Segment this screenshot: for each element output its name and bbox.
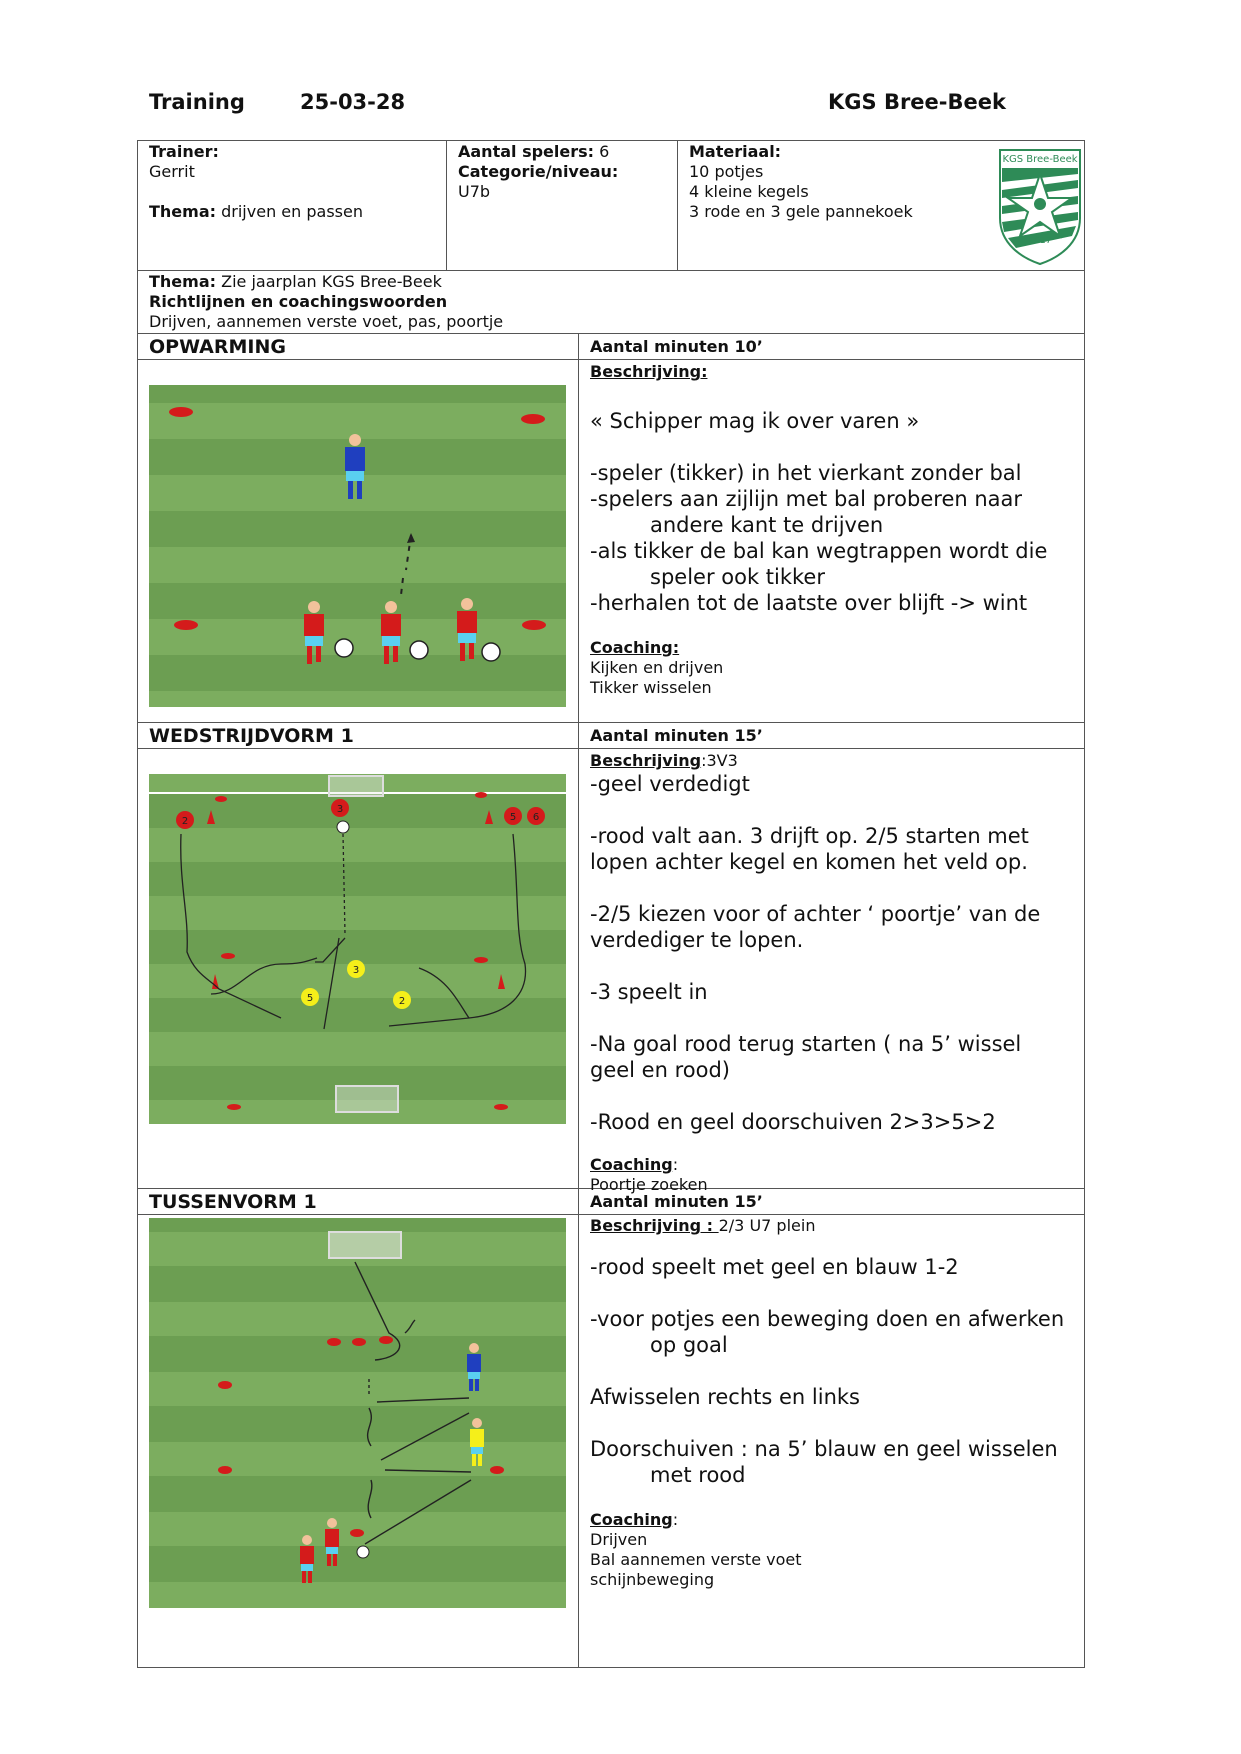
doc-title: Training — [149, 90, 245, 114]
coaching-label: Coaching — [590, 1510, 673, 1529]
coaching-item: Poortje zoeken — [590, 1175, 708, 1194]
categorie-label: Categorie/niveau: — [458, 162, 619, 181]
coaching-item: schijnbeweging — [590, 1570, 715, 1589]
desc-line: -Rood en geel doorschuiven 2>3>5>2 — [590, 1110, 996, 1134]
desc-suffix: :3V3 — [701, 751, 738, 770]
desc-label: Beschrijving: — [590, 362, 708, 381]
desc-line: geel en rood) — [590, 1058, 730, 1082]
trainer-label: Trainer: — [149, 142, 219, 161]
goal-icon — [329, 1232, 401, 1258]
svg-text:2: 2 — [181, 816, 189, 827]
spelers-label: Aantal spelers: — [458, 142, 595, 161]
guidelines-label: Richtlijnen en coachingswoorden — [149, 292, 448, 311]
opwarming-description — [590, 362, 1070, 698]
guidelines-value: Drijven, aannemen verste voet, pas, poortje — [149, 312, 504, 331]
desc-line: -als tikker de bal kan wegtrappen wordt die — [590, 539, 1048, 563]
coaching-label: Coaching — [590, 1155, 673, 1174]
desc-line: op goal — [650, 1333, 728, 1357]
svg-text:3: 3 — [352, 965, 360, 976]
svg-text:2: 2 — [398, 996, 406, 1007]
coaching-suffix: : — [672, 1510, 679, 1529]
coaching-label: Coaching: — [590, 638, 680, 657]
yellow-marker — [347, 960, 365, 978]
materiaal-item: 10 potjes — [689, 162, 764, 181]
desc-line: andere kant te drijven — [650, 513, 884, 537]
red-marker — [527, 807, 545, 825]
desc-line: « Schipper mag ik over varen » — [590, 409, 920, 433]
desc-line: -herhalen tot de laatste over blijft -> wint — [590, 591, 1028, 615]
desc-line: -rood speelt met geel en blauw 1-2 — [590, 1255, 959, 1279]
theme-value: Zie jaarplan KGS Bree-Beek — [221, 272, 442, 291]
theme-label: Thema: — [149, 272, 217, 291]
svg-text:6: 6 — [532, 812, 540, 823]
materiaal-item: 3 rode en 3 gele pannekoek — [689, 202, 913, 221]
desc-line: Doorschuiven : na 5’ blauw en geel wisselen — [590, 1437, 1058, 1461]
svg-text:5: 5 — [306, 993, 314, 1004]
doc-date: 25-03-28 — [300, 90, 406, 114]
desc-label: Beschrijving — [590, 751, 702, 770]
desc-line: -speler (tikker) in het vierkant zonder bal — [590, 461, 1022, 485]
wedstrijdvorm-description — [590, 751, 1070, 1195]
yellow-marker — [393, 991, 411, 1009]
coaching-item: Tikker wisselen — [590, 678, 712, 697]
svg-text:5: 5 — [509, 812, 517, 823]
thema-label: Thema: — [149, 202, 217, 221]
ball — [337, 821, 349, 833]
svg-text:3: 3 — [336, 804, 344, 815]
section-title: TUSSENVORM 1 — [149, 1191, 317, 1213]
logo-text: KGS Bree-Beek — [1002, 154, 1078, 165]
thema-value: drijven en passen — [221, 202, 363, 221]
desc-line: -voor potjes een beweging doen en afwerken — [590, 1307, 1065, 1331]
section-minutes: Aantal minuten 15’ — [590, 726, 763, 745]
tussenvorm-diagram — [149, 1218, 566, 1608]
red-marker — [176, 811, 194, 829]
desc-line: met rood — [650, 1463, 746, 1487]
desc-line: -3 speelt in — [590, 980, 708, 1004]
desc-line: -2/5 kiezen voor of achter ‘ poortje’ van de — [590, 902, 1041, 926]
section-minutes: Aantal minuten 10’ — [590, 337, 763, 356]
opwarming-diagram — [149, 385, 566, 707]
desc-line: verdediger te lopen. — [590, 928, 804, 952]
desc-suffix: 2/3 U7 plein — [718, 1216, 816, 1235]
desc-line: -Na goal rood terug starten ( na 5’ wissel — [590, 1032, 1022, 1056]
desc-line: -rood valt aan. 3 drijft op. 2/5 starten met — [590, 824, 1029, 848]
section-minutes: Aantal minuten 15’ — [590, 1192, 763, 1211]
tussenvorm-description — [590, 1216, 1070, 1590]
theme-cell — [149, 272, 503, 332]
coaching-item: Kijken en drijven — [590, 658, 724, 677]
coaching-item: Drijven — [590, 1530, 648, 1549]
red-marker — [504, 807, 522, 825]
desc-line: speler ook tikker — [650, 565, 825, 589]
desc-line: -spelers aan zijlijn met bal proberen naar — [590, 487, 1023, 511]
section-title: WEDSTRIJDVORM 1 — [149, 725, 354, 747]
materiaal-label: Materiaal: — [689, 142, 782, 161]
desc-line: Afwisselen rechts en links — [590, 1385, 860, 1409]
materiaal-item: 4 kleine kegels — [689, 182, 809, 201]
materiaal-cell — [689, 142, 913, 222]
trainer-cell — [149, 142, 363, 222]
section-title: OPWARMING — [149, 336, 286, 358]
categorie-value: U7b — [458, 182, 491, 201]
ball — [357, 1546, 369, 1558]
coaching-suffix: : — [672, 1155, 679, 1174]
spelers-value: 6 — [599, 142, 610, 161]
trainer-name: Gerrit — [149, 162, 195, 181]
red-marker — [331, 799, 349, 817]
yellow-marker — [301, 988, 319, 1006]
desc-line: -geel verdedigt — [590, 772, 750, 796]
desc-label: Beschrijving : — [590, 1216, 719, 1235]
club-logo — [996, 146, 1084, 268]
club-name: KGS Bree-Beek — [828, 90, 1006, 114]
players-cell — [458, 142, 618, 202]
coaching-item: Bal aannemen verste voet — [590, 1550, 802, 1569]
logo-year: 2017 — [1028, 236, 1052, 246]
desc-line: lopen achter kegel en komen het veld op. — [590, 850, 1028, 874]
wedstrijdvorm-diagram — [149, 774, 566, 1124]
